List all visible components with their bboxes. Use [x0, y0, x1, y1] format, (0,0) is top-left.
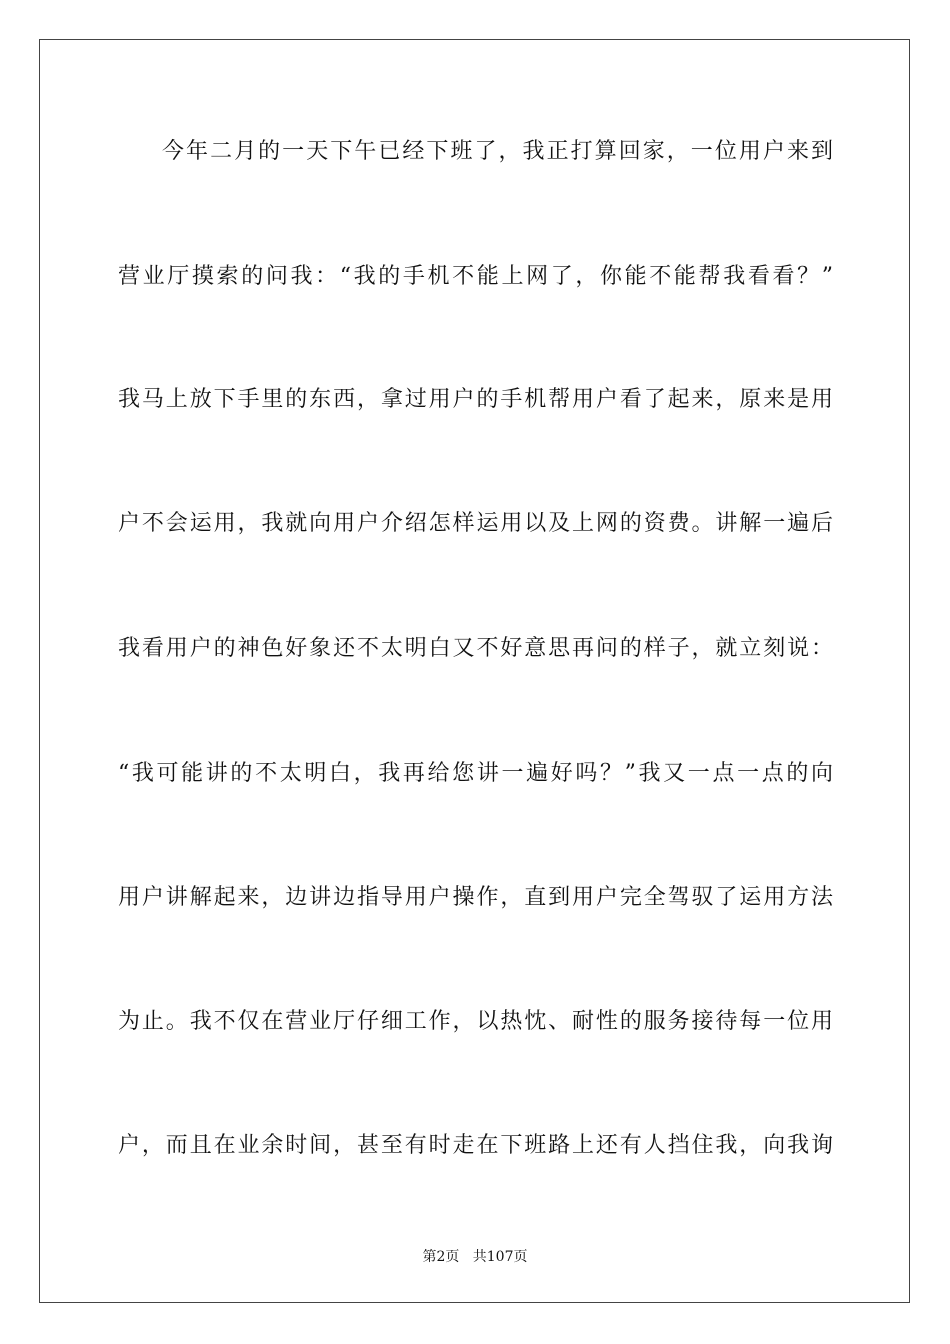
- text-line-6: “我可能讲的不太明白，我再给您讲一遍好吗？”我又一点一点的向: [118, 761, 833, 786]
- text-line-9: 户，而且在业余时间，甚至有时走在下班路上还有人挡住我，向我询: [118, 1133, 833, 1158]
- page-border: [39, 39, 910, 1303]
- page-total: 共107页: [472, 1249, 528, 1265]
- page-footer: [0, 1248, 950, 1266]
- page-number: 第2页: [422, 1249, 460, 1265]
- text-line-5: 我看用户的神色好象还不太明白又不好意思再问的样子，就立刻说：: [118, 636, 833, 661]
- text-line-1: 今年二月的一天下午已经下班了，我正打算回家，一位用户来到: [162, 139, 833, 164]
- text-line-4: 户不会运用，我就向用户介绍怎样运用以及上网的资费。讲解一遍后: [118, 511, 833, 536]
- text-line-7: 用户讲解起来，边讲边指导用户操作，直到用户完全驾驭了运用方法: [118, 885, 833, 910]
- text-line-2: 营业厅摸索的问我：“我的手机不能上网了，你能不能帮我看看？”: [118, 264, 833, 289]
- text-line-3: 我马上放下手里的东西，拿过用户的手机帮用户看了起来，原来是用: [118, 387, 833, 412]
- text-line-8: 为止。我不仅在营业厅仔细工作，以热忱、耐性的服务接待每一位用: [118, 1009, 833, 1034]
